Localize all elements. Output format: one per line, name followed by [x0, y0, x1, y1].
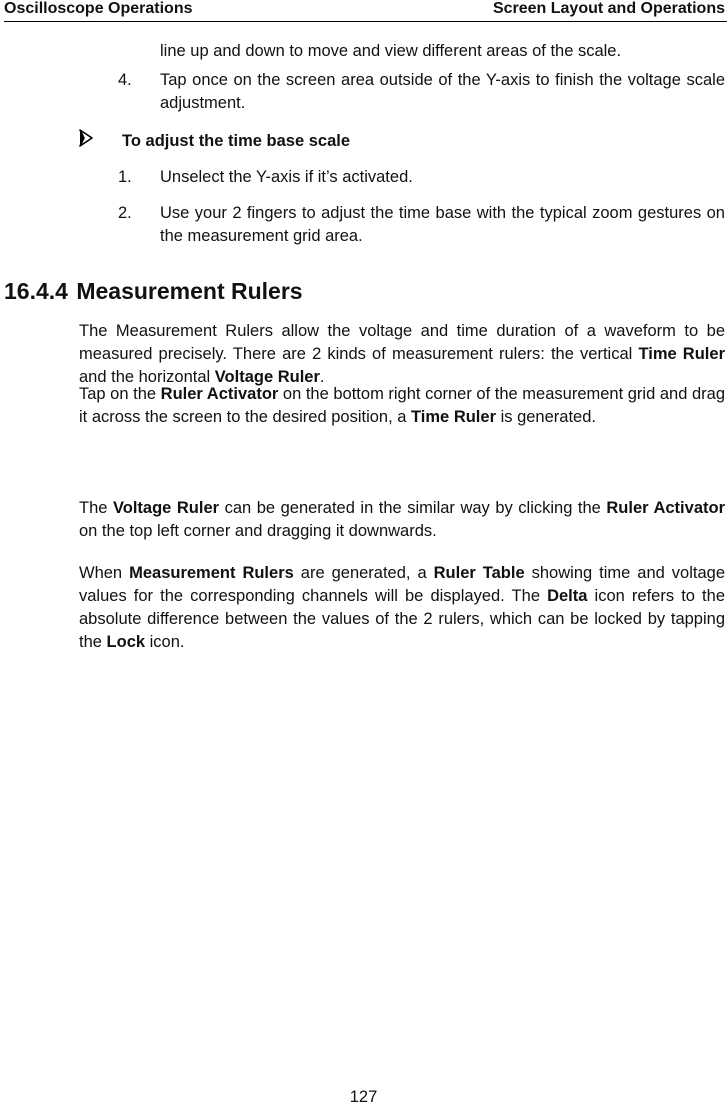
step-text: Use your 2 fingers to adjust the time base with the typical zoom gestures on the measurement grid area.: [160, 204, 725, 245]
paragraph-intro: The Measurement Rulers allow the voltage and time duration of a waveform to be measured precisely. There are 2 kinds of measurement rulers: the vertical Time Ruler and the horizontal Voltage Ruler.: [79, 322, 725, 386]
section-heading: [4, 276, 303, 306]
paragraph-ruler-table: When Measurement Rulers are generated, a Ruler Table showing time and voltage values for the corresponding channels will be displayed. The Delta icon refers to the absolute difference between the values of the 2 rulers, which can be locked by tapping the Lock icon.: [79, 564, 726, 651]
bullet-heading: To adjust the time base scale: [122, 132, 351, 150]
paragraph-voltage-ruler: The Voltage Ruler can be generated in the similar way by clicking the Ruler Activator on the top left corner and dragging it downwards.: [79, 499, 725, 540]
section-number: 16.4.4: [4, 278, 68, 304]
header-section-title: Screen Layout and Operations: [492, 0, 725, 17]
step-text: Unselect the Y-axis if it’s activated.: [160, 168, 413, 186]
step-number: 1.: [118, 168, 132, 186]
page-number: 127: [349, 1088, 378, 1106]
continuation-text: line up and down to move and view different areas of the scale.: [160, 42, 622, 60]
step-number: 2.: [118, 204, 132, 222]
step-number: 4.: [118, 71, 132, 89]
header-chapter-title: Oscilloscope Operations: [4, 0, 193, 17]
arrow-bullet-icon: [78, 128, 94, 148]
step-text: Tap once on the screen area outside of the Y-axis to finish the voltage scale adjustment.: [160, 71, 725, 112]
paragraph-time-ruler: Tap on the Ruler Activator on the bottom right corner of the measurement grid and drag it across the screen to the desired position, a Time Ruler is generated.: [79, 385, 725, 426]
page-header: [4, 0, 727, 22]
section-title: Measurement Rulers: [76, 278, 303, 304]
